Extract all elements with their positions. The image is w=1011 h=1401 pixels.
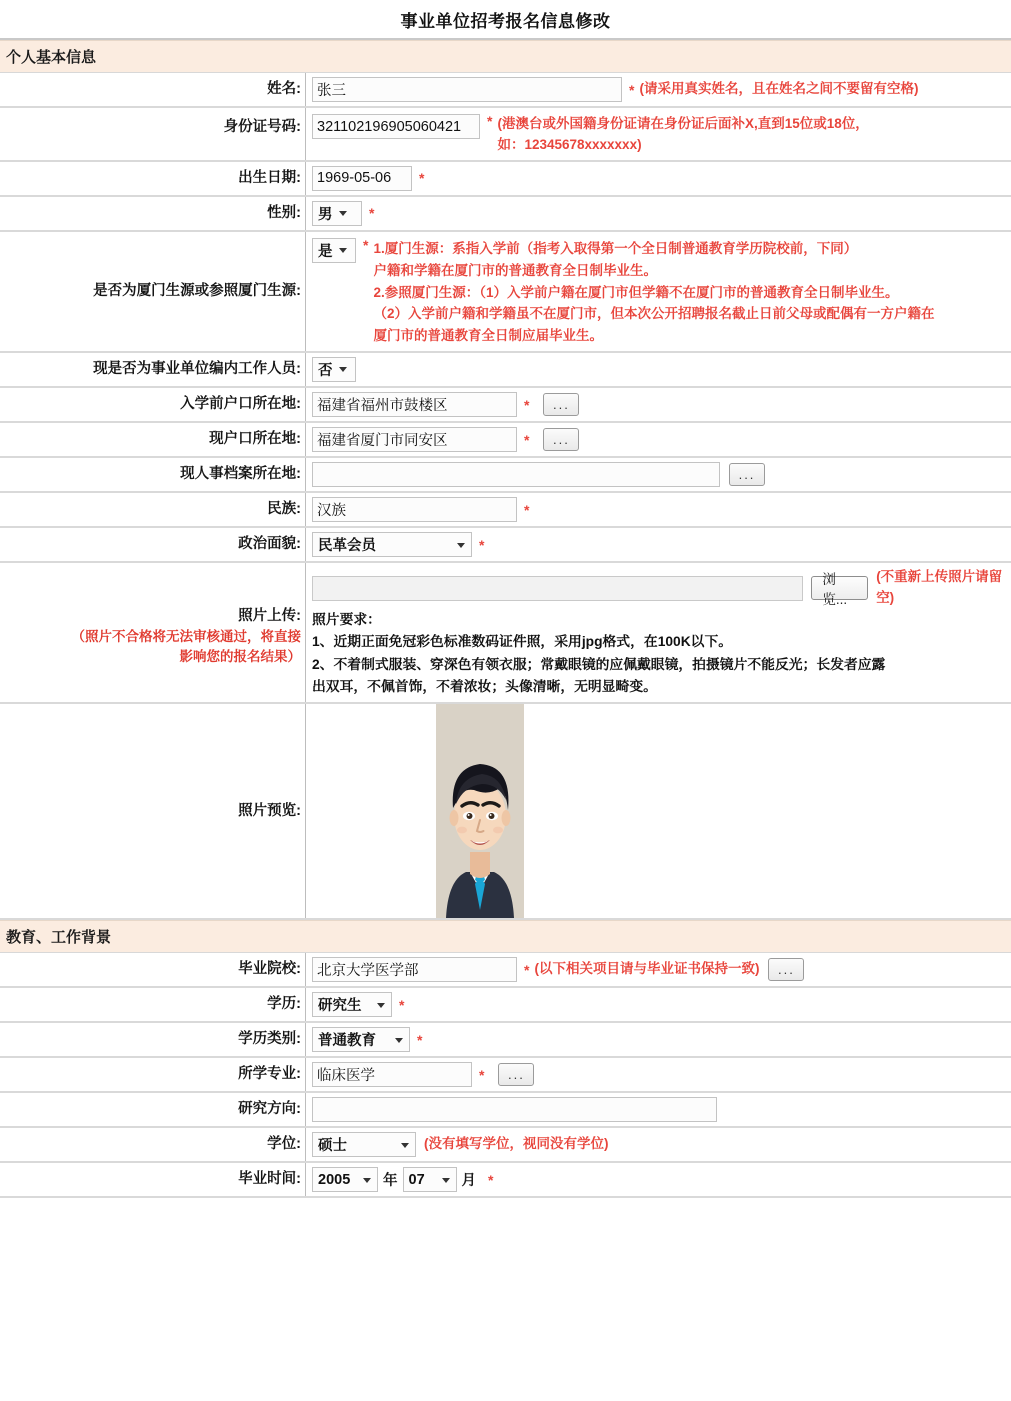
field-row-birth-date xyxy=(0,162,1011,197)
school-picker-button[interactable]: ... xyxy=(768,958,804,981)
required-mark-birth-date: * xyxy=(419,170,425,187)
label-hukou-now: 现户口所在地: xyxy=(0,423,306,456)
birth-date-input[interactable] xyxy=(312,166,412,191)
chevron-down-icon xyxy=(401,1143,409,1148)
field-row-major xyxy=(0,1058,1011,1093)
chevron-down-icon xyxy=(395,1038,403,1043)
field-row-xiamen-source xyxy=(0,232,1011,353)
value-major xyxy=(306,1058,1011,1091)
field-row-gender xyxy=(0,197,1011,232)
research-direction-input[interactable] xyxy=(312,1097,717,1122)
xiamen-source-select[interactable] xyxy=(312,238,356,263)
field-row-education-level xyxy=(0,988,1011,1023)
xiamen-desc-line3: 2.参照厦门生源：（1）入学前户籍在厦门市但学籍不在厦门市的普通教育全日制毕业生。 xyxy=(373,284,899,300)
browse-button[interactable]: 浏览... xyxy=(811,576,868,600)
field-row-political-status xyxy=(0,528,1011,563)
value-xiamen-source xyxy=(306,232,1011,351)
required-mark-hukou-now: * xyxy=(524,431,530,448)
required-mark-graduation-time: * xyxy=(488,1171,494,1188)
label-archive-location: 现人事档案所在地: xyxy=(0,458,306,491)
photo-file-input[interactable] xyxy=(312,576,803,601)
label-photo-upload xyxy=(0,563,306,702)
value-research-direction xyxy=(306,1093,1011,1126)
xiamen-desc-line4: （2）入学前户籍和学籍虽不在厦门市，但本次公开招聘报名截止日前父母或配偶有一方户籍在 xyxy=(373,306,935,322)
field-row-id-number xyxy=(0,108,1011,162)
chevron-down-icon xyxy=(339,211,347,216)
value-school xyxy=(306,953,1011,986)
value-hukou-before xyxy=(306,388,1011,421)
warning-photo-line1: （照片不合格将无法审核通过，将直接 xyxy=(71,629,301,645)
value-id-number xyxy=(306,108,1011,160)
value-name xyxy=(306,73,1011,106)
value-political-status xyxy=(306,528,1011,561)
field-row-degree xyxy=(0,1128,1011,1163)
page-title-bar xyxy=(0,0,1011,40)
label-photo-upload-text: 照片上传: xyxy=(238,608,301,625)
page-title: 事业单位招考报名信息修改 xyxy=(400,11,611,31)
value-hukou-now xyxy=(306,423,1011,456)
chevron-down-icon xyxy=(442,1178,450,1183)
graduation-month-selected-value: 07 xyxy=(408,1171,425,1188)
required-mark-education-level: * xyxy=(399,996,405,1013)
archive-location-input[interactable] xyxy=(312,462,720,487)
label-school: 毕业院校: xyxy=(0,953,306,986)
field-row-education-type xyxy=(0,1023,1011,1058)
value-degree xyxy=(306,1128,1011,1161)
required-mark-gender: * xyxy=(369,205,375,222)
required-mark-id-number: * xyxy=(487,113,493,129)
xiamen-desc-line5: 厦门市的普通教育全日制应届毕业生。 xyxy=(373,328,603,344)
education-level-selected-value: 研究生 xyxy=(318,998,362,1015)
name-input[interactable] xyxy=(312,77,622,102)
label-name: 姓名: xyxy=(0,73,306,106)
field-row-ethnicity xyxy=(0,493,1011,528)
hukou-now-input[interactable] xyxy=(312,427,517,452)
hint-school: (以下相关项目请与毕业证书保持一致) xyxy=(534,961,760,977)
required-mark-ethnicity: * xyxy=(524,501,530,518)
staff-status-selected-value: 否 xyxy=(318,363,333,380)
id-number-input[interactable] xyxy=(312,114,480,139)
photo-req-line1: 1、近期正面免冠彩色标准数码证件照，采用jpg格式，在100K以下。 xyxy=(312,634,733,650)
label-birth-date: 出生日期: xyxy=(0,162,306,195)
graduation-year-unit: 年 xyxy=(383,1173,398,1190)
field-row-name xyxy=(0,73,1011,108)
field-row-research-direction xyxy=(0,1093,1011,1128)
field-row-staff-status xyxy=(0,353,1011,388)
label-graduation-time: 毕业时间: xyxy=(0,1163,306,1196)
photo-req-head: 照片要求： xyxy=(312,611,381,627)
label-major: 所学专业: xyxy=(0,1058,306,1091)
degree-select[interactable] xyxy=(312,1132,416,1157)
gender-selected-value: 男 xyxy=(318,206,333,223)
label-id-number: 身份证号码: xyxy=(0,108,306,160)
gender-select[interactable] xyxy=(312,201,362,226)
label-education-level: 学历: xyxy=(0,988,306,1021)
chevron-down-icon xyxy=(377,1003,385,1008)
political-status-selected-value: 民革会员 xyxy=(318,538,376,555)
warning-photo-line2: 影响您的报名结果） xyxy=(179,649,301,665)
hint-browse: (不重新上传照片请留空) xyxy=(876,569,1003,606)
education-type-select[interactable] xyxy=(312,1027,410,1052)
description-xiamen-source xyxy=(373,238,934,347)
field-row-photo-preview xyxy=(0,704,1011,920)
required-mark-political-status: * xyxy=(479,536,485,553)
label-staff-status: 现是否为事业单位编内工作人员: xyxy=(0,353,306,386)
chevron-down-icon xyxy=(339,248,347,253)
field-row-school xyxy=(0,953,1011,988)
value-education-type xyxy=(306,1023,1011,1056)
graduation-month-select[interactable] xyxy=(403,1167,457,1192)
chevron-down-icon xyxy=(457,543,465,548)
photo-req-line2: 2、不着制式服装、穿深色有领衣服；常戴眼镜的应佩戴眼镜，拍摄镜片不能反光；长发者应露 xyxy=(312,656,886,672)
photo-requirements xyxy=(312,609,885,698)
label-education-type: 学历类别: xyxy=(0,1023,306,1056)
label-political-status: 政治面貌: xyxy=(0,528,306,561)
label-photo-preview: 照片预览: xyxy=(0,704,306,918)
xiamen-source-selected-value: 是 xyxy=(318,243,333,260)
hukou-before-input[interactable] xyxy=(312,392,517,417)
hint-id-number-line2: 如：12345678xxxxxxx) xyxy=(497,136,642,152)
photo-preview-image xyxy=(436,704,524,918)
value-education-level xyxy=(306,988,1011,1021)
label-gender: 性别: xyxy=(0,197,306,230)
graduation-month-unit: 月 xyxy=(461,1173,476,1190)
staff-status-select[interactable] xyxy=(312,357,356,382)
photo-upload-control-row xyxy=(312,567,1011,609)
required-mark-education-type: * xyxy=(417,1031,423,1048)
education-level-select[interactable] xyxy=(312,992,392,1017)
field-row-archive-location xyxy=(0,458,1011,493)
education-type-selected-value: 普通教育 xyxy=(318,1033,376,1050)
graduation-year-select[interactable] xyxy=(312,1167,378,1192)
label-research-direction: 研究方向: xyxy=(0,1093,306,1126)
label-xiamen-source: 是否为厦门生源或参照厦门生源: xyxy=(0,232,306,351)
value-photo-upload xyxy=(306,563,1011,702)
xiamen-desc-line2: 户籍和学籍在厦门市的普通教育全日制毕业生。 xyxy=(373,262,657,278)
archive-location-picker-button[interactable]: ... xyxy=(729,463,765,486)
major-input[interactable] xyxy=(312,1062,472,1087)
chevron-down-icon xyxy=(363,1178,371,1183)
school-input[interactable] xyxy=(312,957,517,982)
xiamen-desc-line1: 1.厦门生源：系指入学前（指考入取得第一个全日制普通教育学历院校前，下同） xyxy=(373,240,858,256)
graduation-year-selected-value: 2005 xyxy=(318,1171,351,1188)
photo-req-line3: 出双耳，不佩首饰，不着浓妆；头像清晰，无明显畸变。 xyxy=(312,679,657,695)
hint-id-number-line1: (港澳台或外国籍身份证请在身份证后面补X,直到15位或18位， xyxy=(497,116,869,131)
hint-degree: (没有填写学位，视同没有学位) xyxy=(424,1136,609,1152)
degree-selected-value: 硕士 xyxy=(318,1138,347,1155)
field-row-hukou-before xyxy=(0,388,1011,423)
portrait-illustration xyxy=(436,704,524,918)
required-mark-hukou-before: * xyxy=(524,396,530,413)
value-gender xyxy=(306,197,1011,230)
value-photo-preview xyxy=(306,704,1011,918)
required-mark-xiamen-source: * xyxy=(363,236,369,253)
section-header-personal: 个人基本信息 xyxy=(0,40,1011,73)
section-header-education: 教育、工作背景 xyxy=(0,920,1011,953)
label-ethnicity: 民族: xyxy=(0,493,306,526)
chevron-down-icon xyxy=(339,367,347,372)
value-staff-status xyxy=(306,353,1011,386)
value-archive-location xyxy=(306,458,1011,491)
hint-name: (请采用真实姓名，且在姓名之间不要留有空格) xyxy=(639,81,919,97)
value-graduation-time xyxy=(306,1163,1011,1196)
value-ethnicity xyxy=(306,493,1011,526)
required-mark-name: * xyxy=(629,81,635,98)
political-status-select[interactable] xyxy=(312,532,472,557)
label-degree: 学位: xyxy=(0,1128,306,1161)
required-mark-school: * xyxy=(524,961,530,978)
hukou-before-picker-button[interactable]: ... xyxy=(543,393,579,416)
major-picker-button[interactable]: ... xyxy=(498,1063,534,1086)
required-mark-major: * xyxy=(479,1066,485,1083)
hukou-now-picker-button[interactable]: ... xyxy=(543,428,579,451)
ethnicity-input[interactable] xyxy=(312,497,517,522)
field-row-hukou-now xyxy=(0,423,1011,458)
field-row-graduation-time xyxy=(0,1163,1011,1198)
hint-id-number xyxy=(497,114,868,156)
label-hukou-before: 入学前户口所在地: xyxy=(0,388,306,421)
value-birth-date xyxy=(306,162,1011,195)
field-row-photo-upload xyxy=(0,563,1011,704)
